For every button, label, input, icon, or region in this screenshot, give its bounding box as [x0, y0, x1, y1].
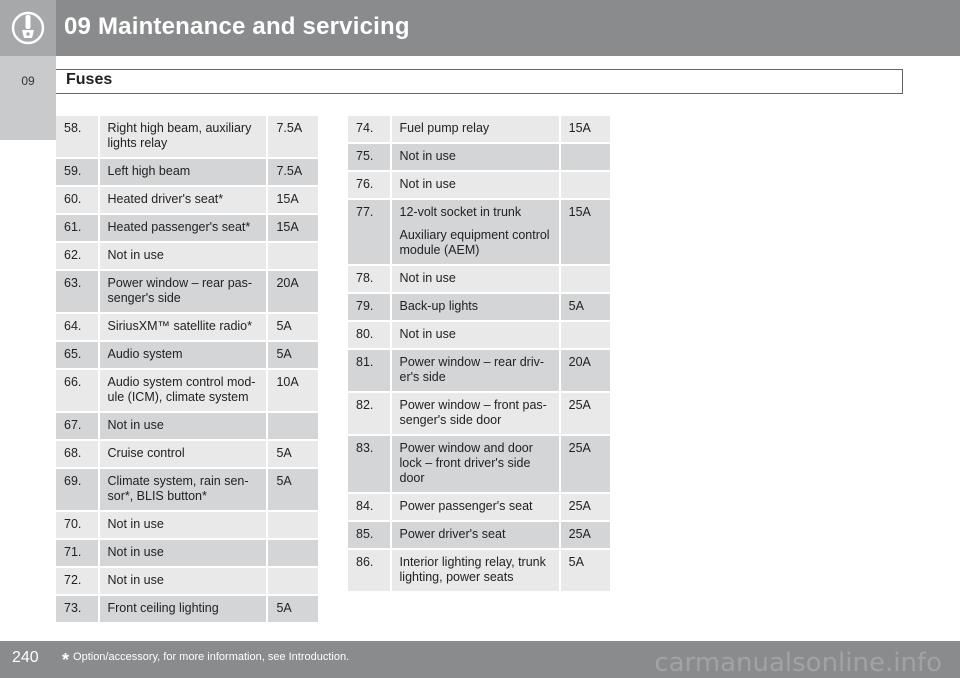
fuse-description-text: Power window – front pas-senger's side door	[399, 398, 547, 427]
fuse-number: 76.	[348, 172, 392, 198]
fuse-row	[348, 144, 610, 170]
fuse-amperage: 5A	[561, 294, 610, 320]
fuse-description-text: Not in use	[107, 517, 164, 531]
fuse-row	[56, 370, 318, 411]
fuse-number: 59.	[56, 159, 100, 185]
fuse-row	[348, 494, 610, 520]
fuse-amperage: 5A	[268, 596, 318, 622]
fuse-description-text: Heated driver's seat*	[107, 192, 224, 206]
fuse-number: 71.	[56, 540, 100, 566]
fuse-row	[348, 172, 610, 198]
fuse-row	[348, 116, 610, 142]
fuse-row	[56, 314, 318, 340]
fuse-amperage: 7.5A	[268, 116, 318, 157]
fuse-description-text: Not in use	[399, 177, 456, 191]
fuse-description	[392, 200, 561, 264]
fuse-amperage: 10A	[268, 370, 318, 411]
fuse-number: 61.	[56, 215, 100, 241]
fuse-amperage	[268, 568, 318, 594]
fuse-description	[100, 469, 269, 510]
fuse-description-text: Power driver's seat	[399, 527, 506, 541]
fuse-row	[56, 187, 318, 213]
chapter-title: 09 Maintenance and servicing	[64, 13, 410, 40]
fuse-number: 79.	[348, 294, 392, 320]
fuse-description-text: Audio system control mod-ule (ICM), climate system	[107, 375, 256, 404]
fuse-number: 83.	[348, 436, 392, 492]
fuse-description-text: Cruise control	[107, 446, 185, 460]
fuse-description	[100, 314, 269, 340]
fuse-description-text: Not in use	[107, 573, 164, 587]
fuse-amperage: 15A	[268, 215, 318, 241]
fuse-amperage	[561, 266, 610, 292]
fuse-description	[392, 266, 561, 292]
fuse-number: 85.	[348, 522, 392, 548]
fuse-row	[56, 512, 318, 538]
fuse-description	[100, 187, 269, 213]
fuse-description-text: Power window and door lock – front driver's side door	[399, 441, 533, 485]
fuse-amperage: 25A	[561, 494, 610, 520]
fuse-amperage	[268, 413, 318, 439]
fuse-description	[392, 522, 561, 548]
fuse-row	[56, 215, 318, 241]
fuse-number: 69.	[56, 469, 100, 510]
fuse-amperage: 25A	[561, 436, 610, 492]
fuse-row	[348, 200, 610, 264]
fuse-description	[392, 322, 561, 348]
fuse-amperage	[561, 172, 610, 198]
fuse-description-text: Front ceiling lighting	[107, 601, 219, 615]
fuse-row	[56, 342, 318, 368]
fuse-description-text: Not in use	[399, 271, 456, 285]
fuse-row	[56, 540, 318, 566]
fuse-row	[348, 522, 610, 548]
fuse-row	[348, 350, 610, 391]
chapter-number: 09	[21, 74, 35, 88]
wrench-steering-icon	[10, 10, 46, 46]
footnote-text: Option/accessory, for more information, see Introduction.	[73, 651, 350, 663]
fuse-description	[100, 271, 269, 312]
watermark: carmanualsonline.info	[654, 648, 942, 678]
fuse-description	[392, 436, 561, 492]
fuse-description	[100, 596, 269, 622]
fuse-number: 75.	[348, 144, 392, 170]
page-number: 240	[12, 649, 39, 666]
fuse-description-text: Back-up lights	[399, 299, 479, 313]
fuse-row	[56, 413, 318, 439]
fuse-description	[392, 294, 561, 320]
chapter-side-tab[interactable]	[0, 56, 56, 140]
fuse-number: 70.	[56, 512, 100, 538]
fuse-description-text: 12-volt socket in trunk	[399, 205, 522, 219]
fuse-number: 66.	[56, 370, 100, 411]
fuse-description	[100, 370, 269, 411]
fuse-row	[348, 322, 610, 348]
fuse-number: 81.	[348, 350, 392, 391]
fuse-row	[348, 294, 610, 320]
fuse-description-text: Audio system	[107, 347, 183, 361]
fuse-description	[392, 350, 561, 391]
fuse-row	[348, 393, 610, 434]
fuse-number: 86.	[348, 550, 392, 591]
fuse-description-text: Fuel pump relay	[399, 121, 490, 135]
fuse-number: 64.	[56, 314, 100, 340]
fuse-row	[56, 441, 318, 467]
fuse-description	[100, 215, 269, 241]
fuse-amperage: 5A	[268, 441, 318, 467]
fuse-number: 74.	[348, 116, 392, 142]
fuse-amperage	[268, 243, 318, 269]
fuse-amperage	[268, 512, 318, 538]
fuse-amperage: 20A	[268, 271, 318, 312]
footnote-mark: *	[62, 650, 70, 670]
fuse-description	[392, 144, 561, 170]
fuse-number: 84.	[348, 494, 392, 520]
fuse-number: 67.	[56, 413, 100, 439]
footnote	[62, 650, 349, 671]
fuse-description	[100, 342, 269, 368]
fuse-amperage: 15A	[561, 116, 610, 142]
fuse-amperage: 20A	[561, 350, 610, 391]
fuse-number: 80.	[348, 322, 392, 348]
fuse-description-text: Interior lighting relay, trunk lighting, power seats	[399, 555, 546, 584]
fuse-row	[348, 436, 610, 492]
fuse-description-text: SiriusXM™ satellite radio*	[107, 319, 252, 333]
fuse-number: 65.	[56, 342, 100, 368]
fuse-description-text: Not in use	[107, 545, 164, 559]
fuse-description	[392, 550, 561, 591]
fuse-description	[100, 159, 269, 185]
fuse-number: 73.	[56, 596, 100, 622]
fuse-description-text: Not in use	[399, 327, 456, 341]
fuse-description-text: Not in use	[399, 149, 456, 163]
fuse-description	[100, 568, 269, 594]
fuse-row	[56, 159, 318, 185]
fuse-description-text: Power passenger's seat	[399, 499, 533, 513]
fuse-row	[348, 550, 610, 591]
fuse-amperage: 7.5A	[268, 159, 318, 185]
fuse-amperage: 5A	[268, 314, 318, 340]
fuse-number: 60.	[56, 187, 100, 213]
fuse-description	[100, 441, 269, 467]
fuse-number: 78.	[348, 266, 392, 292]
fuse-table-left	[56, 114, 318, 624]
fuse-amperage: 5A	[561, 550, 610, 591]
chapter-logo	[0, 0, 56, 56]
fuse-row	[56, 596, 318, 622]
fuse-row	[56, 469, 318, 510]
fuse-row	[56, 568, 318, 594]
fuse-amperage: 15A	[268, 187, 318, 213]
fuse-description-text: Power window – rear pas-senger's side	[107, 276, 253, 305]
fuse-amperage	[268, 540, 318, 566]
fuse-number: 82.	[348, 393, 392, 434]
fuse-number: 63.	[56, 271, 100, 312]
fuse-description	[392, 494, 561, 520]
fuse-description	[100, 540, 269, 566]
fuse-row	[56, 116, 318, 157]
fuse-description	[392, 172, 561, 198]
fuse-amperage	[561, 322, 610, 348]
fuse-description-text: Power window – rear driv-er's side	[399, 355, 545, 384]
fuse-description	[100, 116, 269, 157]
fuse-amperage: 25A	[561, 522, 610, 548]
fuse-row	[56, 271, 318, 312]
fuse-description-text: Left high beam	[107, 164, 191, 178]
fuse-row	[348, 266, 610, 292]
fuse-amperage: 25A	[561, 393, 610, 434]
fuse-table-right	[348, 114, 610, 593]
fuse-amperage	[561, 144, 610, 170]
fuse-description-text: Heated passenger's seat*	[107, 220, 251, 234]
fuse-amperage: 5A	[268, 342, 318, 368]
fuse-description-text: Not in use	[107, 248, 164, 262]
fuse-description	[392, 116, 561, 142]
fuse-description-text: Right high beam, auxiliary lights relay	[107, 121, 252, 150]
fuse-number: 62.	[56, 243, 100, 269]
fuse-description	[100, 512, 269, 538]
fuse-description-text: Climate system, rain sen-sor*, BLIS button*	[107, 474, 249, 503]
fuse-amperage: 15A	[561, 200, 610, 264]
fuse-number: 58.	[56, 116, 100, 157]
fuse-number: 68.	[56, 441, 100, 467]
fuse-description-secondary: Auxiliary equipment control module (AEM)	[399, 228, 550, 257]
fuse-number: 77.	[348, 200, 392, 264]
fuse-amperage: 5A	[268, 469, 318, 510]
fuse-description-text: Not in use	[107, 418, 164, 432]
fuse-description	[100, 413, 269, 439]
fuse-number: 72.	[56, 568, 100, 594]
fuse-description	[100, 243, 269, 269]
fuse-description	[392, 393, 561, 434]
section-bar	[56, 69, 903, 94]
fuse-row	[56, 243, 318, 269]
section-title: Fuses	[66, 71, 113, 88]
